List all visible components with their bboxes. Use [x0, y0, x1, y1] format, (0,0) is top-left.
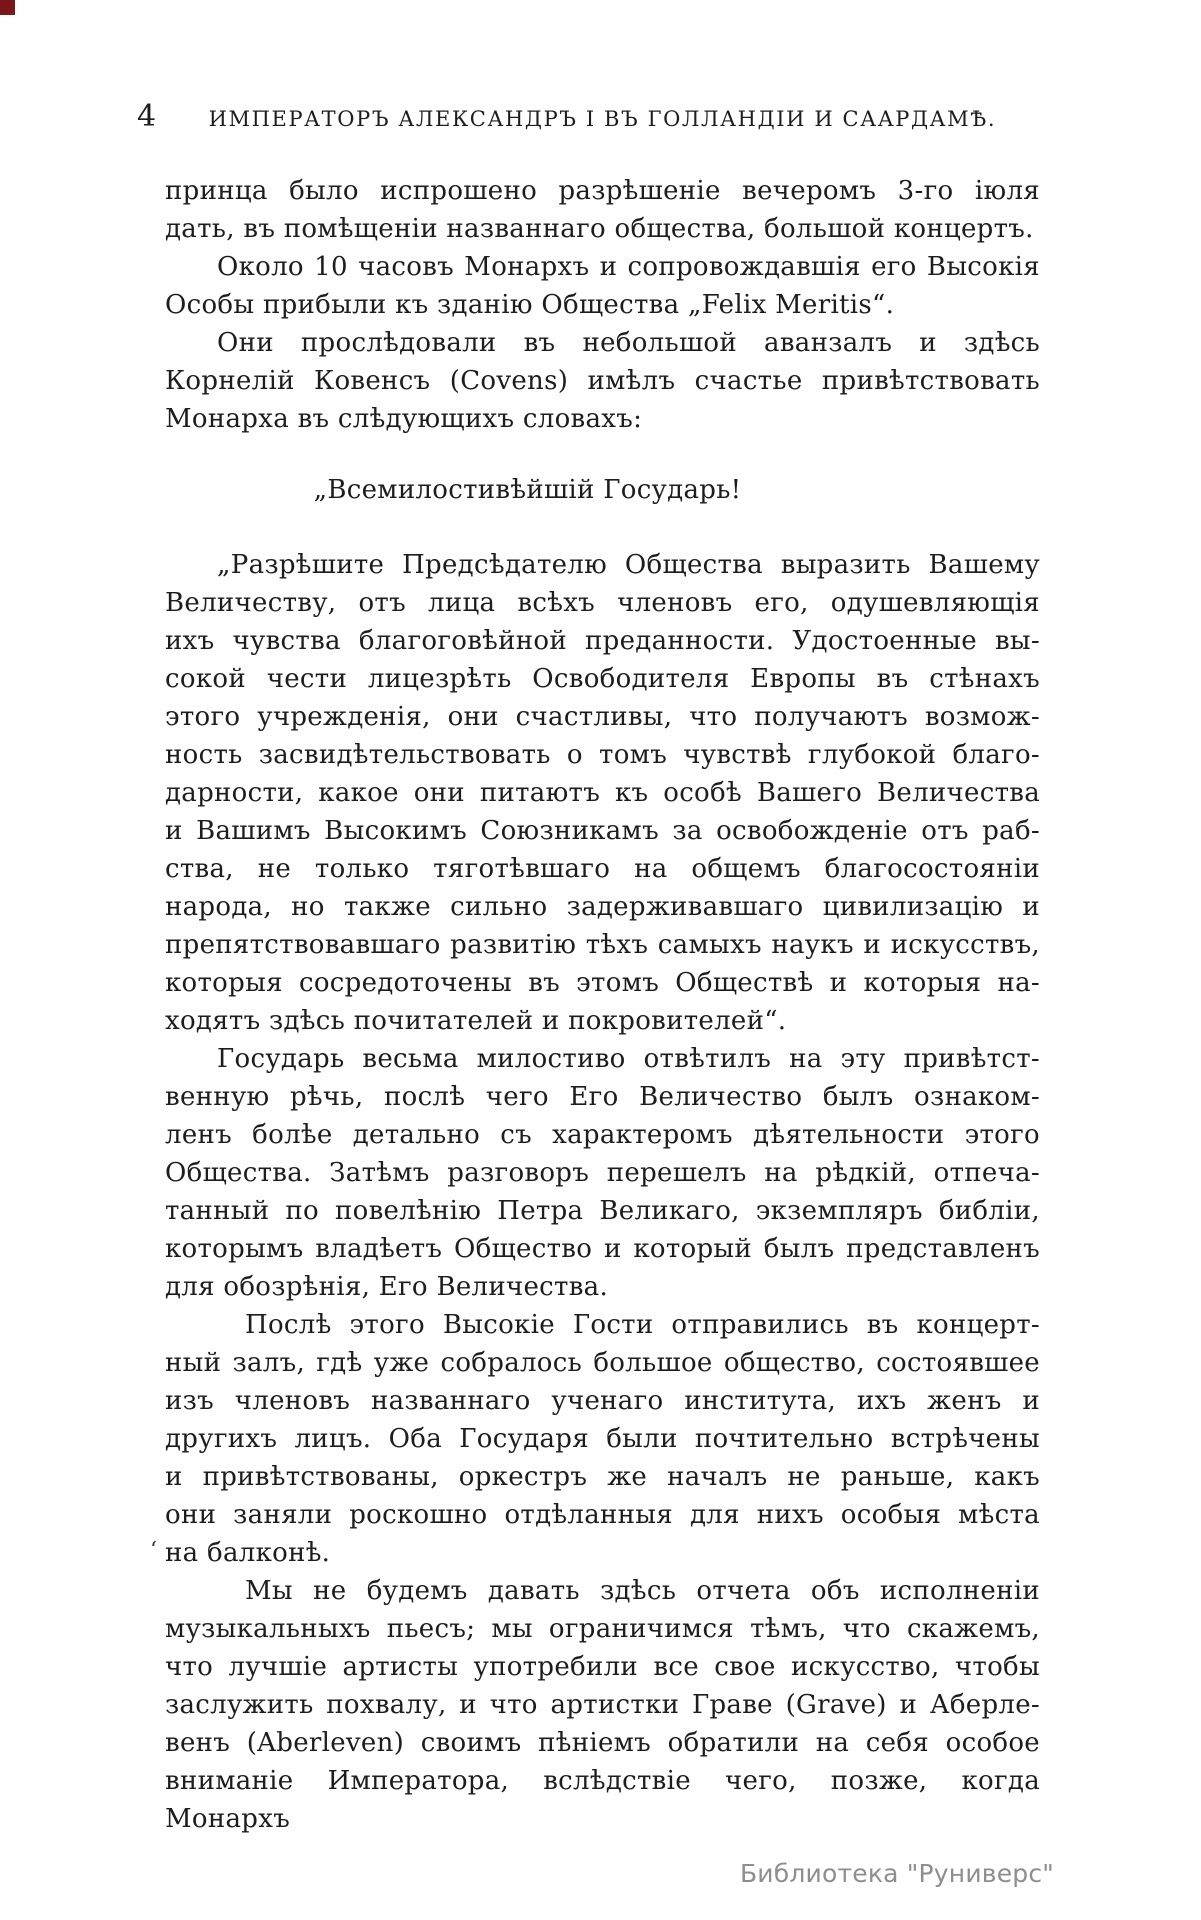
paragraph: [165, 1040, 1040, 1306]
text-line: другихъ лицъ. Оба Государя были почтительно встрѣчены: [165, 1424, 1040, 1454]
text-line: Они прослѣдовали въ небольшой аванзалъ и здѣсь: [217, 328, 1040, 358]
text-line: на балконѣ.: [165, 1538, 331, 1568]
paragraph: [165, 172, 1040, 248]
text-line: и привѣтствованы, оркестръ же началъ не раньше, какъ: [165, 1462, 1040, 1492]
text-line: дарности, какое они питаютъ къ особѣ Вашего Величества: [165, 778, 1040, 808]
text-line: ихъ чувства благоговѣйной преданности. Удостоенные вы-: [165, 626, 1040, 656]
text-line: вниманіе Императора, вслѣдствіе чего, позже, когда Монархъ: [165, 1766, 1040, 1834]
text-line: танный по повелѣнію Петра Великаго, экземпляръ библіи,: [165, 1196, 1040, 1226]
page-number: 4: [137, 99, 157, 134]
text-line: Мы не будемъ давать здѣсь отчета объ исполненіи: [245, 1576, 1040, 1606]
text-line: народа, но также сильно задерживавшаго цивилизацію и: [165, 892, 1040, 922]
text-line: изъ членовъ названнаго ученаго института, ихъ женъ и: [165, 1386, 1040, 1416]
text-line: ный залъ, гдѣ уже собралось большое общество, состоявшее: [165, 1348, 1040, 1378]
library-watermark: Библиотека "Руниверс": [739, 1859, 1054, 1888]
text-line: что лучшіе артисты употребили все свое искусство, чтобы: [165, 1652, 1040, 1682]
running-head: [137, 99, 1061, 134]
text-line: которымъ владѣетъ Общество и который былъ представленъ: [165, 1234, 1040, 1264]
text-line: Послѣ этого Высокіе Гости отправились въ концерт-: [245, 1310, 1040, 1340]
paragraph: [165, 324, 1040, 438]
text-line: ства, не только тяготѣвшаго на общемъ благосостояніи: [165, 854, 1040, 884]
text-block: [165, 172, 1040, 1834]
text-line: Корнелій Ковенсъ (Covens) имѣлъ счастье привѣтствовать: [165, 366, 1040, 396]
text-line: „Разрѣшите Предсѣдателю Общества выразить Вашему: [217, 550, 1040, 580]
text-line: они заняли роскошно отдѣланныя для нихъ особыя мѣста: [165, 1500, 1040, 1530]
text-line: венную рѣчь, послѣ чего Его Величество былъ ознаком-: [165, 1082, 1040, 1112]
paragraph: [165, 1572, 1040, 1834]
text-line: сокой чести лицезрѣть Освободителя Европы въ стѣнахъ: [165, 664, 1040, 694]
text-line: дать, въ помѣщеніи названнаго общества, большой концертъ.: [165, 214, 1034, 244]
text-line: венъ (Aberleven) своимъ пѣніемъ обратили на себя особое: [165, 1728, 1040, 1758]
text-line: Государь весьма милостиво отвѣтилъ на эту привѣтст-: [217, 1044, 1040, 1074]
paragraph: [165, 1306, 1040, 1572]
paragraph: [165, 546, 1040, 1040]
stray-ink-mark: ‘: [150, 1538, 157, 1563]
text-line: ходятъ здѣсь почитателей и покровителей“.: [165, 1006, 787, 1036]
text-line: и Вашимъ Высокимъ Союзникамъ за освобожденіе отъ раб-: [165, 816, 1040, 846]
paragraph: [165, 248, 1040, 324]
text-line: музыкальныхъ пьесъ; мы ограничимся тѣмъ, что скажемъ,: [165, 1614, 1040, 1644]
text-line: „Всемилостивѣйшій Государь!: [313, 475, 742, 505]
text-line: этого учрежденія, они счастливы, что получаютъ возмож-: [165, 702, 1040, 732]
text-line: Около 10 часовъ Монархъ и сопровождавшія его Высокія: [217, 252, 1040, 282]
text-line: ность засвидѣтельствовать о томъ чувствѣ глубокой благо-: [165, 740, 1040, 770]
text-line: Величеству, отъ лица всѣхъ членовъ его, одушевляющія: [165, 588, 1040, 618]
running-title: ИМПЕРАТОРЪ АЛЕКСАНДРЪ I ВЪ ГОЛЛАНДІИ И СААРДАМѢ.: [208, 107, 997, 131]
text-line: заслужить похвалу, и что артистки Граве (Grave) и Аберле-: [165, 1690, 1040, 1720]
text-line: Общества. Затѣмъ разговоръ перешелъ на рѣдкій, отпеча-: [165, 1158, 1040, 1188]
text-line: принца было испрошено разрѣшеніе вечеромъ 3-го іюля: [165, 176, 1040, 206]
text-line: ленъ болѣе детально съ характеромъ дѣятельности этого: [165, 1120, 1040, 1150]
text-line: препятствовавшаго развитію тѣхъ самыхъ наукъ и искусствъ,: [165, 930, 1040, 960]
text-line: Монарха въ слѣдующихъ словахъ:: [165, 404, 643, 434]
salutation-heading: [165, 471, 1040, 509]
text-line: Особы прибыли къ зданію Общества „Felix Meritis“.: [165, 290, 895, 320]
text-line: которыя сосредоточены въ этомъ Обществѣ и которыя на-: [165, 968, 1040, 998]
text-line: для обозрѣнія, Его Величества.: [165, 1272, 609, 1302]
scan-corner-mark: [0, 0, 15, 15]
